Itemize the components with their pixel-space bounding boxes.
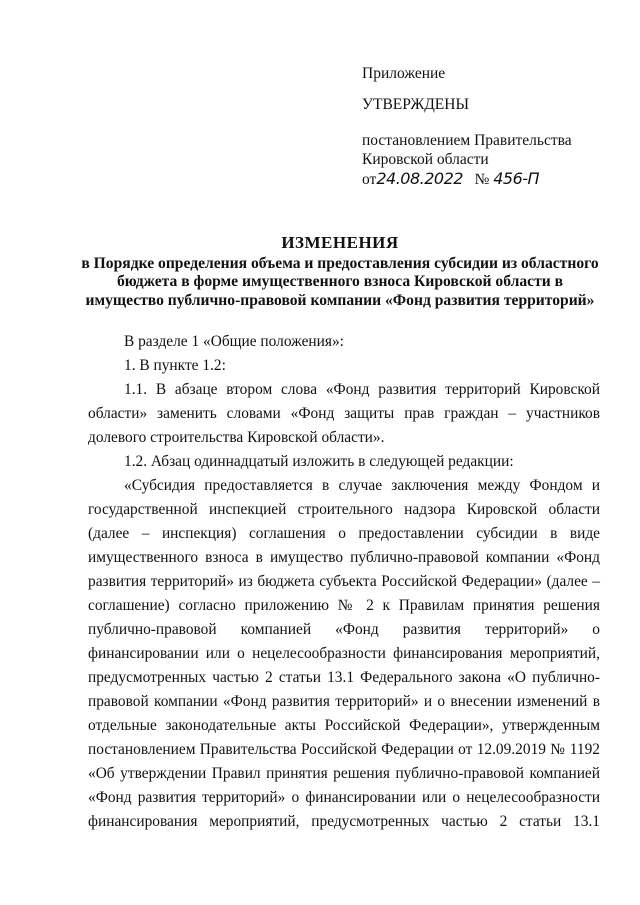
body-line: постановлением Правительства Российской Федерации от 12.09.2019 № 1192 xyxy=(88,741,600,758)
body-line: финансирования мероприятий, предусмотренных частью 2 статьи 13.1 xyxy=(88,813,600,830)
body-line: области» заменить словами «Фонд защиты прав граждан – участников xyxy=(88,405,600,422)
body-line: финансировании или о нецелесообразности финансирования мероприятий, xyxy=(88,645,600,662)
title-line-2: бюджета в форме имущественного взноса Кировской области в xyxy=(116,273,564,290)
body-line: 1.1. В абзаце втором слова «Фонд развития территорий Кировской xyxy=(124,381,600,398)
body-line: государственной инспекцией строительного надзора Кировской области xyxy=(88,501,600,518)
body-line: «Фонд развития территорий» о финансировании или о нецелесообразности xyxy=(88,789,600,806)
body-line: «Субсидия предоставляется в случае заключения между Фондом и xyxy=(124,477,600,494)
title-line-1: в Порядке определения объема и предоставления субсидии из областного xyxy=(81,254,599,272)
handwritten-date: 24.08.2022 xyxy=(376,169,463,188)
approved-label: УТВЕРЖДЕНЫ xyxy=(362,96,469,113)
document-body xyxy=(88,330,600,834)
title-line-3: имущество публично-правовой компании «Фонд развития территорий» xyxy=(85,291,595,309)
approved-by-line2: Кировской области xyxy=(362,151,489,168)
number-prefix: № xyxy=(474,171,490,188)
date-number-line xyxy=(362,169,622,189)
date-prefix: от xyxy=(362,171,377,188)
body-line: развития территорий» из бюджета субъекта Российской Федерации» (далее – xyxy=(88,573,600,590)
body-line: «Об утверждении Правил принятия решения публично-правовой компанией xyxy=(88,765,600,782)
body-line: соглашение) согласно приложению № 2 к Правилам принятия решения xyxy=(88,597,600,614)
body-line: публично-правовой компанией «Фонд развития территорий» о xyxy=(88,621,600,638)
approved-by-line1: постановлением Правительства xyxy=(362,132,572,149)
approval-stamp xyxy=(362,64,622,189)
body-line: 1. В пункте 1.2: xyxy=(124,357,226,374)
body-line: имущественного взноса в имущество публично-правовой компании «Фонд xyxy=(88,549,600,566)
body-line: предусмотренных частью 2 статьи 13.1 Федерального закона «О публично- xyxy=(88,669,600,686)
handwritten-number: 456-П xyxy=(493,169,540,188)
body-line: долевого строительства Кировской области». xyxy=(88,429,385,446)
document-title xyxy=(70,234,610,310)
body-line: (далее – инспекция) соглашения о предоставлении субсидии в виде xyxy=(88,525,600,542)
body-line: В разделе 1 «Общие положения»: xyxy=(124,333,344,350)
annex-label: Приложение xyxy=(362,65,446,82)
title-main: ИЗМЕНЕНИЯ xyxy=(281,233,399,252)
body-line: 1.2. Абзац одиннадцатый изложить в следующей редакции: xyxy=(124,453,514,470)
body-line: отдельные законодательные акты Российской Федерации», утвержденным xyxy=(88,717,600,734)
body-line: правовой компании «Фонд развития территорий» и о внесении изменений в xyxy=(88,693,600,710)
